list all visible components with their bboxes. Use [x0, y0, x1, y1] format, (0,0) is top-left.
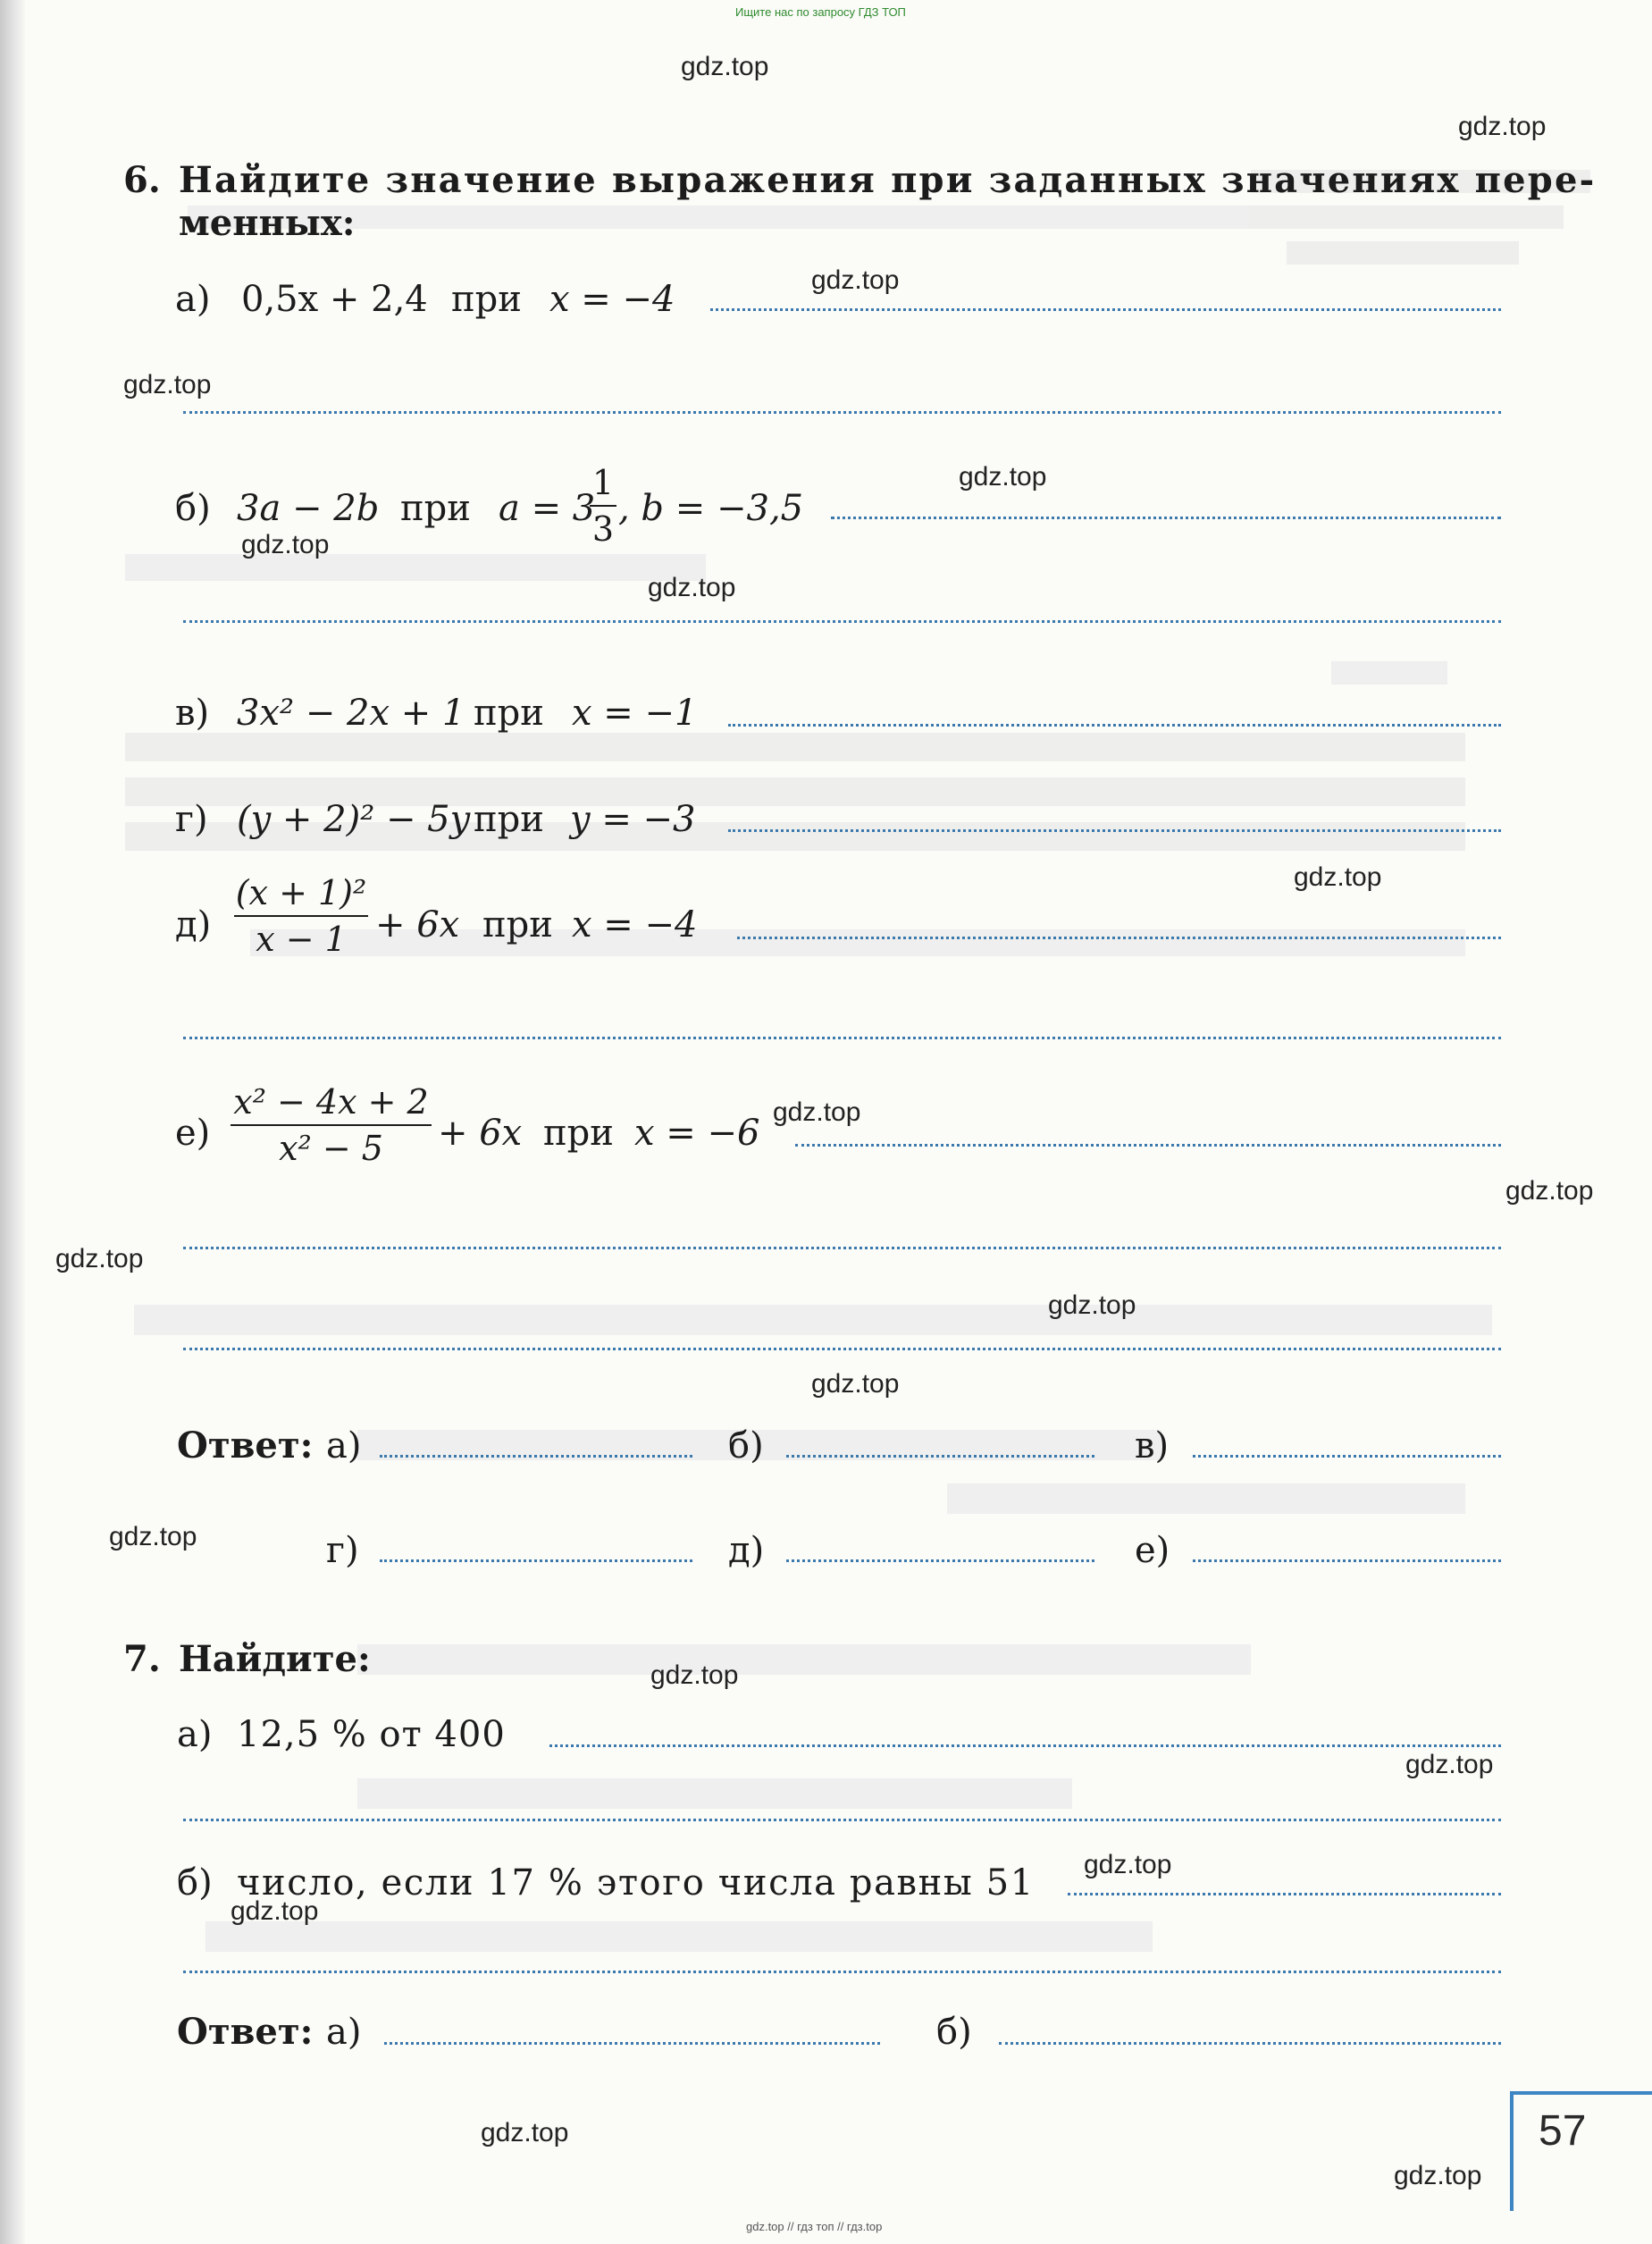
fraction-denominator: 3: [591, 509, 615, 549]
task6e-rest: + 6x: [438, 1113, 523, 1154]
task6v-value: x = −1: [572, 693, 698, 734]
watermark: gdz.top: [1084, 1850, 1172, 1879]
watermark: gdz.top: [650, 1660, 739, 1690]
answer-line[interactable]: [183, 1348, 1501, 1350]
footer-text: gdz.top // гдз топ // гдз.top: [746, 2220, 883, 2233]
watermark: gdz.top: [648, 573, 736, 602]
task6v-condition: при: [474, 693, 544, 734]
answer-line[interactable]: [1068, 1893, 1501, 1895]
task6g-expression: (y + 2)² − 5y: [237, 799, 471, 840]
task6-answer-g-label: г): [326, 1530, 359, 1571]
task6e-condition: при: [543, 1113, 614, 1154]
watermark: gdz.top: [55, 1244, 144, 1273]
task7a-text: 12,5 % от 400: [237, 1714, 506, 1755]
fraction-denominator: x − 1: [256, 920, 347, 959]
fraction-numerator: x² − 4x + 2: [233, 1082, 429, 1122]
task6-answer-a-label: а): [326, 1425, 362, 1467]
task6-answer-label: Ответ:: [177, 1425, 314, 1467]
task7-number: 7.: [123, 1638, 161, 1680]
watermark: gdz.top: [1405, 1750, 1494, 1779]
task6b-label: б): [175, 488, 211, 529]
task6e-value: x = −6: [634, 1113, 760, 1154]
answer-line[interactable]: [786, 1559, 1094, 1562]
answer-line[interactable]: [831, 517, 1501, 519]
task7-answer-label: Ответ:: [177, 2011, 314, 2053]
task6-answer-e-label: е): [1135, 1530, 1170, 1571]
watermark: gdz.top: [481, 2118, 569, 2147]
watermark: gdz.top: [1394, 2161, 1482, 2190]
answer-line[interactable]: [728, 829, 1501, 832]
task6e-label: е): [175, 1113, 211, 1154]
answer-line[interactable]: [384, 2042, 880, 2045]
watermark: gdz.top: [773, 1097, 861, 1127]
watermark: gdz.top: [231, 1896, 319, 1926]
task6d-label: д): [175, 904, 212, 946]
answer-line[interactable]: [786, 1455, 1094, 1458]
task6-answer-d-label: д): [728, 1530, 765, 1571]
answer-line[interactable]: [999, 2042, 1501, 2045]
answer-line[interactable]: [183, 620, 1501, 623]
watermark: gdz.top: [959, 462, 1047, 492]
fraction-bar: [590, 505, 616, 507]
task6a-condition: при: [451, 279, 522, 320]
page-number: 57: [1539, 2107, 1587, 2155]
fraction-numerator: 1: [591, 463, 615, 502]
answer-line[interactable]: [795, 1144, 1501, 1147]
watermark: gdz.top: [1294, 862, 1382, 892]
watermark: gdz.top: [681, 52, 769, 81]
task6a-label: а): [175, 279, 211, 320]
answer-line[interactable]: [1193, 1455, 1501, 1458]
task7a-label: а): [177, 1714, 213, 1755]
top-banner: Ищите нас по запросу ГДЗ ТОП: [735, 5, 906, 19]
watermark: gdz.top: [811, 265, 900, 295]
answer-line[interactable]: [710, 308, 1501, 311]
watermark: gdz.top: [811, 1369, 900, 1399]
task7-heading: Найдите:: [179, 1638, 371, 1680]
task7-answer-a-label: а): [326, 2012, 362, 2053]
task6b-expression: 3a − 2b: [237, 488, 380, 529]
task7-answer-b-label: б): [936, 2012, 972, 2053]
answer-line[interactable]: [183, 1971, 1501, 1973]
task6d-rest: + 6x: [375, 904, 460, 946]
answer-line[interactable]: [380, 1559, 692, 1562]
task6d-value: x = −4: [572, 904, 698, 946]
task6e-fraction: [231, 1082, 432, 1168]
task6-heading-line1: Найдите значение выражения при заданных значениях пере-: [179, 159, 1597, 201]
fraction-bar: [231, 1124, 432, 1126]
answer-line[interactable]: [183, 1247, 1501, 1249]
answer-line[interactable]: [549, 1744, 1501, 1747]
task6v-expression: 3x² − 2x + 1: [237, 693, 465, 734]
answer-line[interactable]: [183, 1819, 1501, 1821]
task6b-value-b: , b = −3,5: [618, 488, 804, 529]
watermark: gdz.top: [1458, 112, 1547, 141]
task6d-condition: при: [482, 904, 553, 946]
task6a-expression: 0,5x + 2,4: [241, 279, 428, 320]
task6g-value: y = −3: [570, 799, 696, 840]
watermark: gdz.top: [123, 370, 212, 399]
watermark: gdz.top: [109, 1522, 197, 1551]
answer-line[interactable]: [737, 937, 1501, 939]
fraction-denominator: x² − 5: [279, 1129, 383, 1168]
answer-line[interactable]: [1193, 1559, 1501, 1562]
task6b-value-a: a = 3: [499, 488, 596, 529]
answer-line[interactable]: [183, 411, 1501, 414]
task6v-label: в): [175, 693, 210, 734]
task6-answer-v-label: в): [1135, 1425, 1170, 1467]
task6b-fraction: [590, 463, 616, 549]
task7b-label: б): [177, 1862, 213, 1904]
page-spine-shadow: [0, 0, 25, 2244]
answer-line[interactable]: [183, 1037, 1501, 1039]
answer-line[interactable]: [728, 724, 1501, 727]
task7b-text: число, если 17 % этого числа равны 51: [237, 1862, 1035, 1904]
task6b-condition: при: [400, 488, 471, 529]
task6-heading-line2: менных:: [179, 202, 356, 244]
task6-number: 6.: [123, 159, 161, 201]
watermark: gdz.top: [241, 530, 330, 559]
watermark: gdz.top: [1048, 1290, 1136, 1320]
task6a-value: x = −4: [549, 279, 675, 320]
watermark: gdz.top: [1505, 1176, 1594, 1206]
task6g-label: г): [175, 799, 208, 840]
answer-line[interactable]: [380, 1455, 692, 1458]
fraction-numerator: (x + 1)²: [235, 873, 367, 912]
task6d-fraction: [234, 873, 368, 959]
fraction-bar: [234, 915, 368, 917]
task6-answer-b-label: б): [728, 1425, 764, 1467]
task6g-condition: при: [474, 799, 544, 840]
